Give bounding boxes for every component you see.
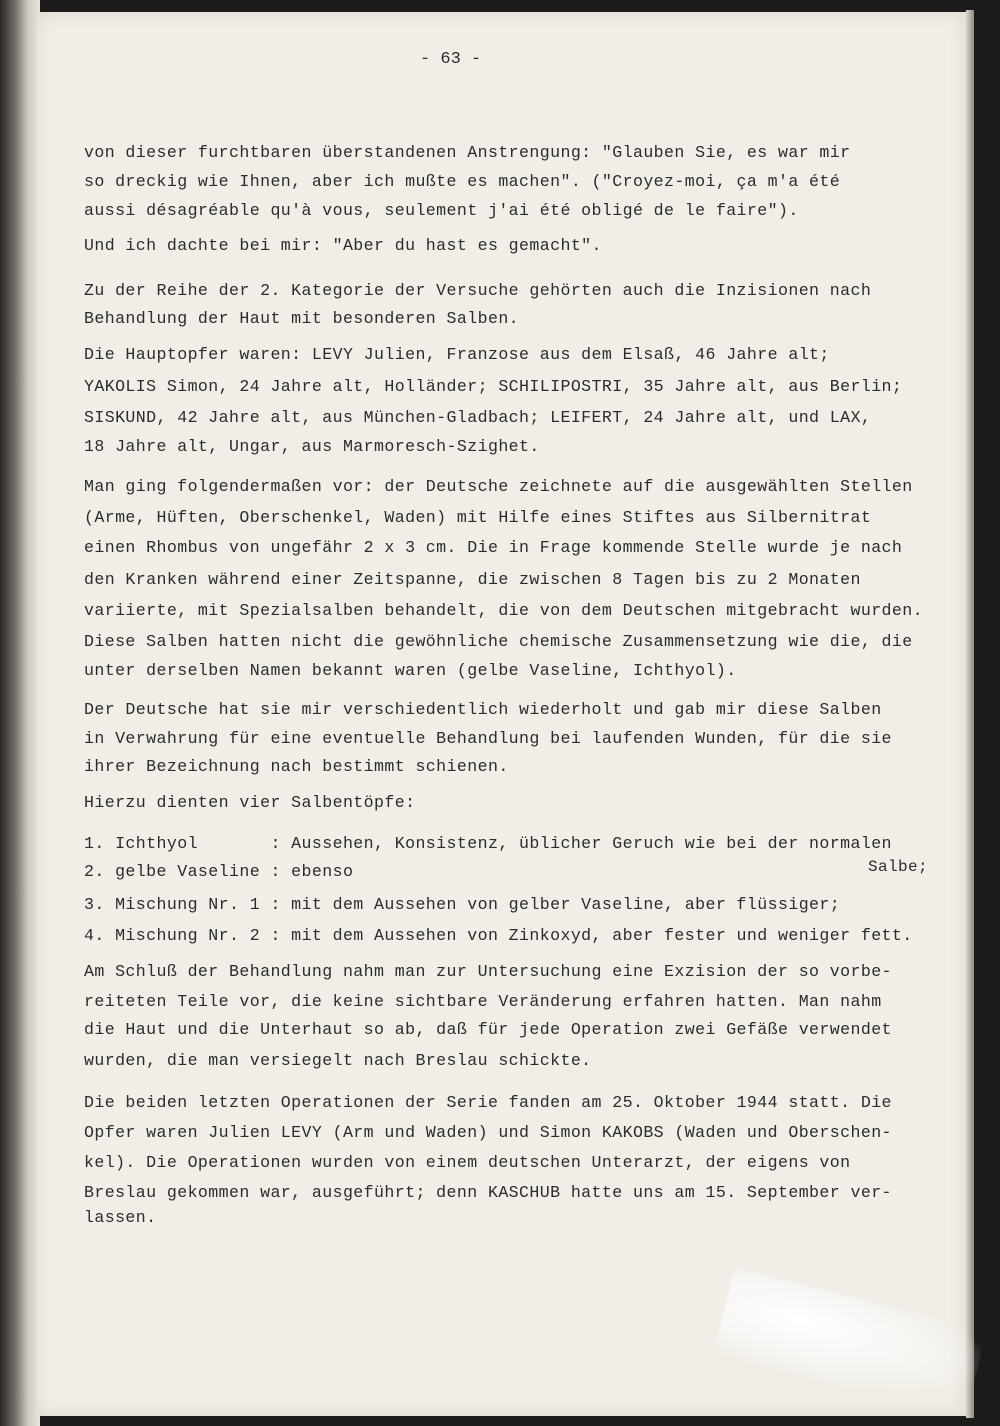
text-line: lassen. [84, 1208, 157, 1227]
text-line: in Verwahrung für eine eventuelle Behandlung bei laufenden Wunden, für die sie [84, 729, 892, 748]
text-line: SISKUND, 42 Jahre alt, aus München-Gladbach; LEIFERT, 24 Jahre alt, und LAX, [84, 408, 872, 427]
text-line: kel). Die Operationen wurden von einem deutschen Unterarzt, der eigens von [84, 1153, 851, 1172]
text-line: ihrer Bezeichnung nach bestimmt schienen. [84, 757, 509, 776]
text-line: Diese Salben hatten nicht die gewöhnliche chemische Zusammensetzung wie die, die [84, 632, 913, 651]
text-line: wurden, die man versiegelt nach Breslau schickte. [84, 1051, 592, 1070]
text-line: die Haut und die Unterhaut so ab, daß für jede Operation zwei Gefäße verwendet [84, 1020, 892, 1039]
text-line: einen Rhombus von ungefähr 2 x 3 cm. Die in Frage kommende Stelle wurde je nach [84, 538, 903, 557]
text-line: aussi désagréable qu'à vous, seulement j'ai été obligé de le faire"). [84, 201, 799, 220]
text-line: (Arme, Hüften, Oberschenkel, Waden) mit Hilfe eines Stiftes aus Silbernitrat [84, 508, 872, 527]
text-line: 4. Mischung Nr. 2 : mit dem Aussehen von Zinkoxyd, aber fester und weniger fett. [84, 926, 913, 945]
text-line: Opfer waren Julien LEVY (Arm und Waden) und Simon KAKOBS (Waden und Oberschen- [84, 1123, 892, 1142]
text-line: 3. Mischung Nr. 1 : mit dem Aussehen von gelber Vaseline, aber flüssiger; [84, 895, 841, 914]
text-line: reiteten Teile vor, die keine sichtbare Veränderung erfahren hatten. Man nahm [84, 992, 882, 1011]
text-line: Zu der Reihe der 2. Kategorie der Versuche gehörten auch die Inzisionen nach [84, 281, 872, 300]
text-line: Und ich dachte bei mir: "Aber du hast es gemacht". [84, 236, 602, 255]
text-line: Breslau gekommen war, ausgeführt; denn KASCHUB hatte uns am 15. September ver- [84, 1183, 892, 1202]
text-line: 1. Ichthyol : Aussehen, Konsistenz, üblicher Geruch wie bei der normalen [84, 834, 892, 853]
text-line: Behandlung der Haut mit besonderen Salben. [84, 309, 520, 328]
text-line: variierte, mit Spezialsalben behandelt, die von dem Deutschen mitgebracht wurden. [84, 601, 923, 620]
text-line: 2. gelbe Vaseline : ebenso [84, 862, 354, 881]
text-line: den Kranken während einer Zeitspanne, die zwischen 8 Tagen bis zu 2 Monaten [84, 570, 861, 589]
margin-note: Salbe; [868, 858, 929, 876]
text-line: Am Schluß der Behandlung nahm man zur Untersuchung eine Exzision der so vorbe- [84, 962, 892, 981]
page-number: - 63 - [420, 50, 482, 69]
text-line: unter derselben Namen bekannt waren (gelbe Vaseline, Ichthyol). [84, 661, 737, 680]
book-binding [0, 0, 40, 1426]
text-line: so dreckig wie Ihnen, aber ich mußte es machen". ("Croyez-moi, ça m'a été [84, 172, 841, 191]
page-edge [966, 10, 974, 1418]
text-line: von dieser furchtbaren überstandenen Anstrengung: "Glauben Sie, es war mir [84, 143, 851, 162]
text-line: Die beiden letzten Operationen der Serie fanden am 25. Oktober 1944 statt. Die [84, 1093, 892, 1112]
text-line: Der Deutsche hat sie mir verschiedentlich wiederholt und gab mir diese Salben [84, 700, 882, 719]
text-line: 18 Jahre alt, Ungar, aus Marmoresch-Szighet. [84, 437, 540, 456]
text-line: Hierzu dienten vier Salbentöpfe: [84, 793, 416, 812]
text-line: Die Hauptopfer waren: LEVY Julien, Franzose aus dem Elsaß, 46 Jahre alt; [84, 345, 830, 364]
text-line: Man ging folgendermaßen vor: der Deutsche zeichnete auf die ausgewählten Stellen [84, 477, 913, 496]
text-line: YAKOLIS Simon, 24 Jahre alt, Holländer; SCHILIPOSTRI, 35 Jahre alt, aus Berlin; [84, 377, 903, 396]
